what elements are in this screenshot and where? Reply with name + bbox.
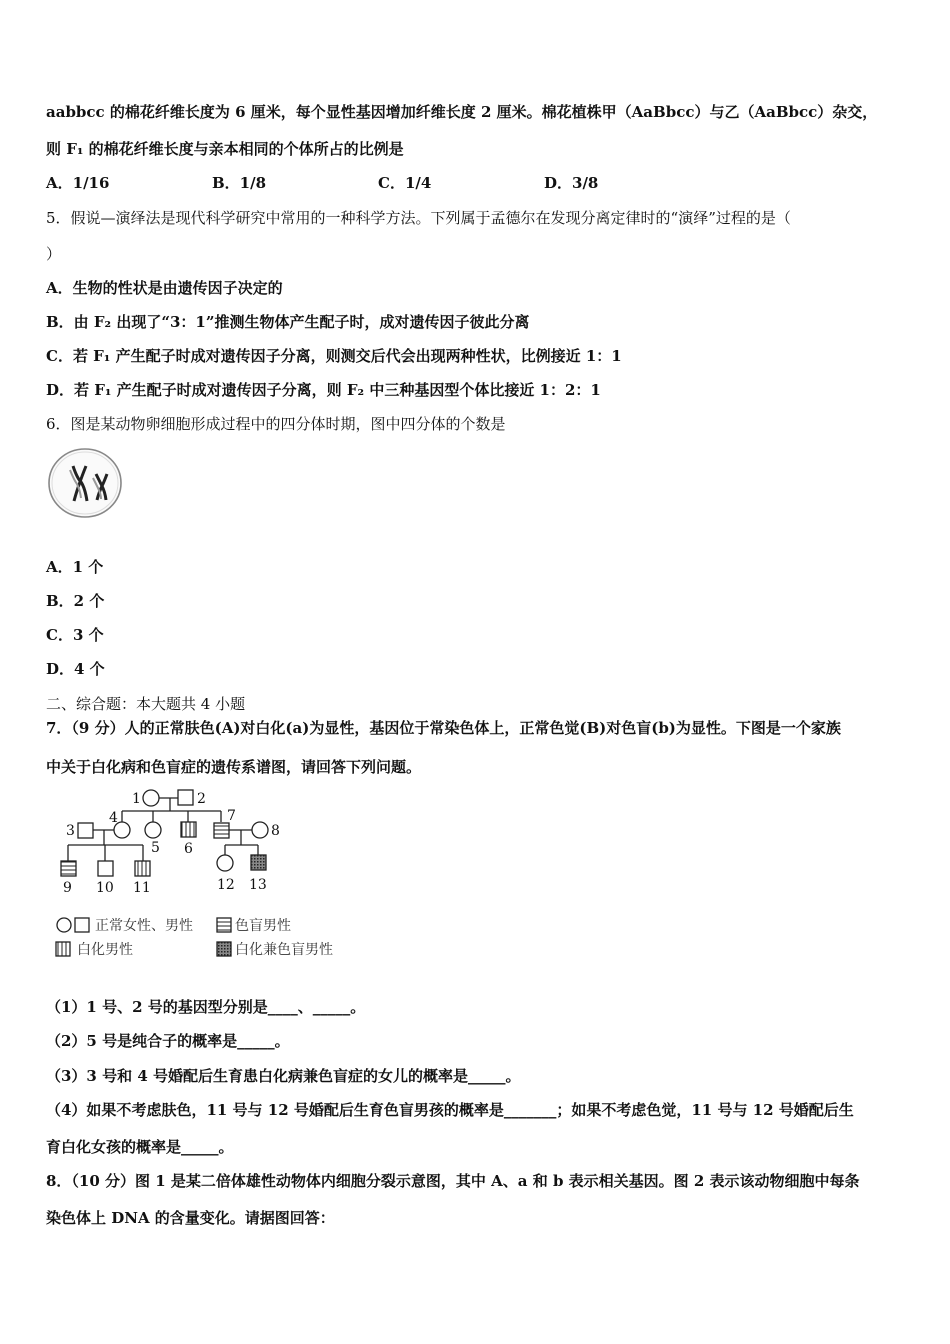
pedigree-label-9: 9 <box>63 880 72 896</box>
tetrad-cell-figure <box>44 444 126 522</box>
q5-option-a: A．生物的性状是由遗传因子决定的 <box>46 279 283 297</box>
q5-stem-line1: 5．假说—演绎法是现代科学研究中常用的一种科学方法。下列属于孟德尔在发现分离定律时的“演绎”过程的是（ <box>46 209 791 227</box>
pedigree-individual-6 <box>181 822 196 837</box>
q7-sub1: （1）1 号、2 号的基因型分别是____、_____。 <box>46 998 366 1016</box>
legend-colorblind-symbol <box>217 918 231 932</box>
pedigree-individual-13 <box>251 855 266 870</box>
q7-sub4-line2: 育白化女孩的概率是_____。 <box>46 1138 234 1156</box>
pedigree-individual-5 <box>145 822 161 838</box>
pedigree-individual-10 <box>98 861 113 876</box>
q6-option-d: D．4 个 <box>46 660 105 678</box>
pedigree-label-5: 5 <box>151 840 160 856</box>
q5-option-b: B．由 F₂ 出现了“3：1”推测生物体产生配子时，成对遗传因子彼此分离 <box>46 313 530 331</box>
legend-normal-label: 正常女性、男性 <box>95 918 193 934</box>
section-2-heading: 二、综合题：本大题共 4 小题 <box>46 695 246 713</box>
legend-male-normal-symbol <box>75 918 89 932</box>
pedigree-individual-12 <box>217 855 233 871</box>
legend-albino-label: 白化男性 <box>77 942 133 958</box>
pedigree-label-1: 1 <box>132 791 141 807</box>
q7-stem-line2: 中关于白化病和色盲症的遗传系谱图，请回答下列问题。 <box>46 758 422 776</box>
pedigree-chart <box>44 780 364 970</box>
legend-both-symbol <box>217 942 231 956</box>
q6-option-a: A．1 个 <box>46 558 104 576</box>
pedigree-individual-2 <box>178 790 193 805</box>
q8-stem-line1: 8．（10 分）图 1 是某二倍体雄性动物体内细胞分裂示意图，其中 A、a 和 b 表示相关基因。图 2 表示该动物细胞中每条 <box>46 1172 860 1190</box>
pedigree-label-10: 10 <box>96 880 114 896</box>
q5-option-c: C．若 F₁ 产生配子时成对遗传因子分离，则测交后代会出现两种性状，比例接近 1：1 <box>46 347 622 365</box>
q5-option-d: D．若 F₁ 产生配子时成对遗传因子分离，则 F₂ 中三种基因型个体比接近 1：2：1 <box>46 381 601 399</box>
q4-text-line2: 则 F₁ 的棉花纤维长度与亲本相同的个体所占的比例是 <box>46 140 404 158</box>
q4-options <box>46 173 910 193</box>
legend-albino-symbol <box>56 942 70 956</box>
pedigree-label-7: 7 <box>227 808 236 824</box>
pedigree-label-4: 4 <box>109 810 118 826</box>
q6-stem: 6．图是某动物卵细胞形成过程中的四分体时期，图中四分体的个数是 <box>46 415 506 433</box>
q7-sub2: （2）5 号是纯合子的概率是_____。 <box>46 1032 290 1050</box>
q4-option-a: A．1/16 <box>46 174 110 192</box>
pedigree-label-6: 6 <box>184 841 193 857</box>
pedigree-label-3: 3 <box>66 823 75 839</box>
pedigree-individual-8 <box>252 822 268 838</box>
legend-female-normal-symbol <box>57 918 71 932</box>
pedigree-individual-3 <box>78 823 93 838</box>
legend-both-label: 白化兼色盲男性 <box>235 942 333 958</box>
pedigree-label-13: 13 <box>249 877 267 893</box>
q4-option-b: B．1/8 <box>212 174 267 192</box>
q7-sub4-line1: （4）如果不考虑肤色，11 号与 12 号婚配后生育色盲男孩的概率是_______；如果不考虑色觉，11 号与 12 号婚配后生 <box>46 1101 854 1119</box>
pedigree-label-2: 2 <box>197 791 206 807</box>
q7-sub3: （3）3 号和 4 号婚配后生育患白化病兼色盲症的女儿的概率是_____。 <box>46 1067 521 1085</box>
pedigree-individual-7 <box>214 823 229 838</box>
q4-option-c: C．1/4 <box>378 174 432 192</box>
q6-option-c: C．3 个 <box>46 626 104 644</box>
pedigree-individual-11 <box>135 861 150 876</box>
pedigree-individual-9 <box>61 861 76 876</box>
q7-stem-line1: 7．（9 分）人的正常肤色(A)对白化(a)为显性，基因位于常染色体上，正常色觉(B)对色盲(b)为显性。下图是一个家族 <box>46 719 841 737</box>
q6-option-b: B．2 个 <box>46 592 105 610</box>
q5-stem-line2: ） <box>46 245 62 263</box>
q4-option-d: D．3/8 <box>544 174 599 192</box>
pedigree-label-11: 11 <box>133 880 151 896</box>
q4-text-line1: aabbcc 的棉花纤维长度为 6 厘米，每个显性基因增加纤维长度 2 厘米。棉花植株甲（AaBbcc）与乙（AaBbcc）杂交， <box>46 103 878 121</box>
pedigree-label-12: 12 <box>217 877 235 893</box>
pedigree-individual-1 <box>143 790 159 806</box>
legend-colorblind-label: 色盲男性 <box>235 918 291 934</box>
q8-stem-line2: 染色体上 DNA 的含量变化。请据图回答： <box>46 1209 335 1227</box>
pedigree-label-8: 8 <box>271 823 280 839</box>
